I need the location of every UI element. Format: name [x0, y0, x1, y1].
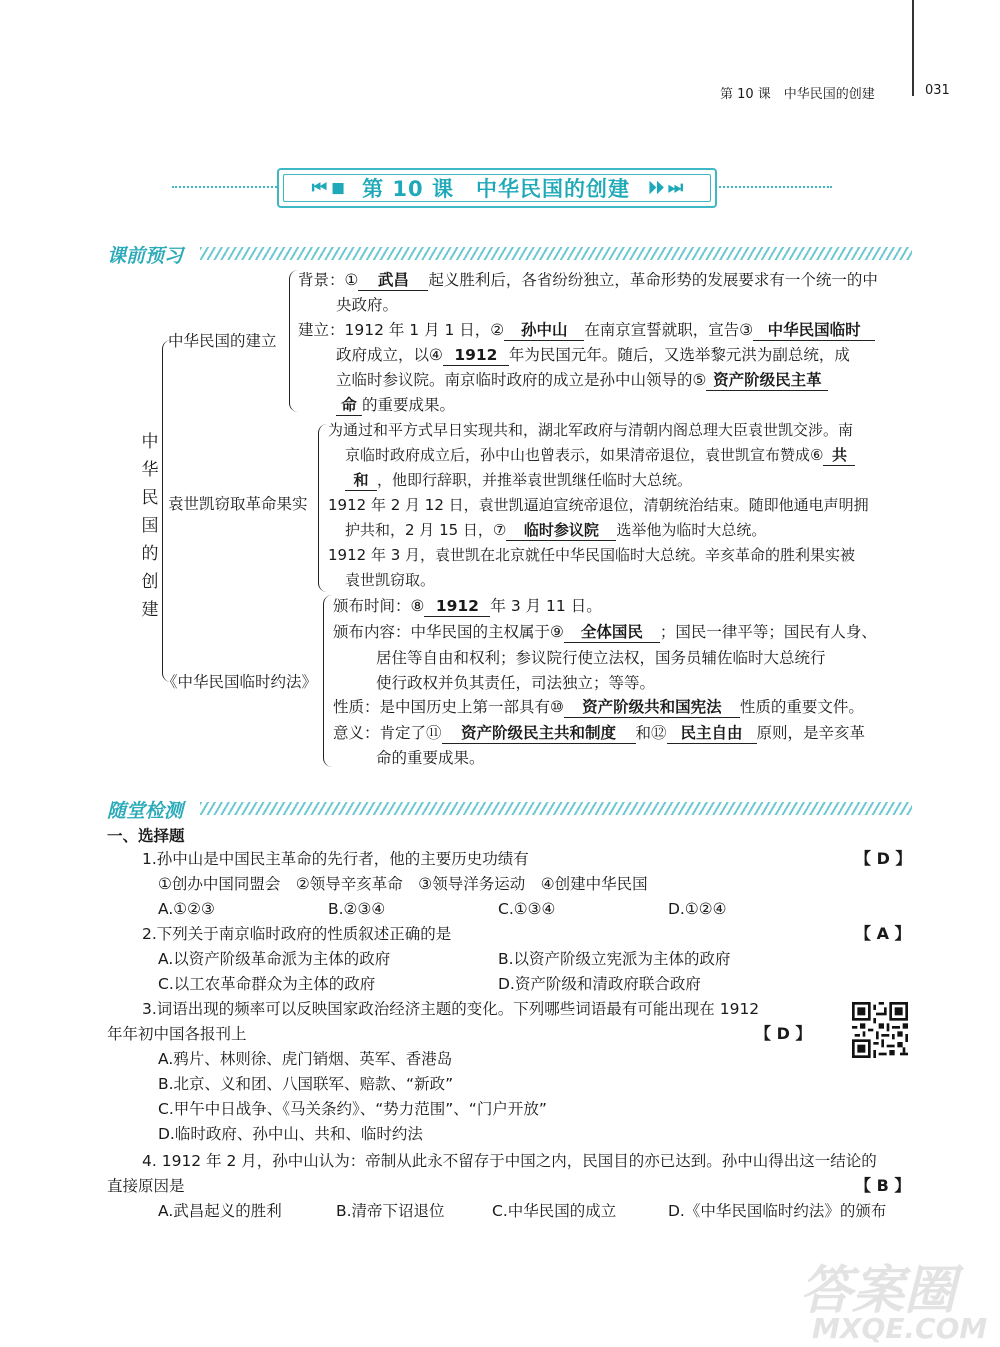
q2-option-c: C.以工农革命群众为主体的政府	[158, 975, 376, 993]
q4-stem: 4. 1912 年 2 月，孙中山认为：帝制从此永不留存于中国之内，民国目的亦已达到。孙中山得出这一结论的	[142, 1152, 877, 1170]
blank-9: 全体国民	[564, 622, 660, 643]
branch-label-2: 袁世凯窃取革命果实	[168, 495, 308, 513]
blank-10: 资产阶级共和国宪法	[564, 697, 740, 718]
preview-heading: 课前预习	[107, 245, 184, 267]
b3-line: 意义：肯定了⑪ 资产阶级民主共和制度 和⑫ 民主自由 原则，是辛亥革	[333, 724, 866, 742]
branch-label-3: 《中华民国临时约法》	[162, 673, 318, 691]
blank-7: 临时参议院	[506, 520, 616, 541]
preview-hatch	[200, 247, 912, 260]
b3-line: 颁布时间：⑧ 1912 年 3 月 11 日。	[333, 597, 602, 615]
q4-stem-cont: 直接原因是	[107, 1177, 185, 1195]
watermark-logo: 答案圈	[800, 1261, 957, 1321]
q1-option-d: D.①②④	[668, 900, 727, 918]
blank-3: 中华民国临时	[753, 320, 875, 341]
watermark-url: MXQE.COM	[812, 1312, 988, 1345]
q3-option-c: C.甲午中日战争、《马关条约》、“势力范围”、“门户开放”	[158, 1100, 547, 1118]
q4-answer: 【 B 】	[855, 1176, 911, 1195]
q2-answer: 【 A 】	[855, 924, 911, 943]
q3-stem-cont: 年年初中国各报刊上	[107, 1025, 247, 1043]
bracket-2	[318, 424, 327, 592]
q1-answer: 【 D 】	[855, 849, 912, 868]
q2-stem: 2.下列关于南京临时政府的性质叙述正确的是	[142, 925, 452, 943]
b2-line: 和 ，他即行辞职，并推举袁世凯继任临时大总统。	[345, 470, 692, 491]
q3-answer: 【 D 】	[755, 1024, 812, 1043]
blank-2: 孙中山	[504, 320, 584, 341]
blank-6: 共	[823, 445, 855, 466]
b3-line: 性质：是中国历史上第一部具有⑩ 资产阶级共和国宪法 性质的重要文件。	[333, 698, 864, 716]
blank-8: 1912	[424, 596, 490, 617]
blank-12: 民主自由	[667, 723, 757, 744]
qr-code-icon[interactable]	[852, 1002, 908, 1058]
q1-items: ①创办中国同盟会 ②领导辛亥革命 ③领导洋务运动 ④创建中华民国	[158, 875, 648, 893]
q4-option-c: C.中华民国的成立	[492, 1202, 617, 1220]
b3-line: 命的重要成果。	[376, 749, 485, 767]
q2-option-b: B.以资产阶级立宪派为主体的政府	[498, 950, 731, 968]
b2-line: 袁世凯窃取。	[345, 571, 436, 589]
q3-option-a: A.鸦片、林则徐、虎门销烟、英军、香港岛	[158, 1050, 453, 1068]
skip-forward-icon: ⏵⏵ ⏭	[647, 178, 683, 198]
quiz-heading: 随堂检测	[107, 800, 184, 822]
b1-line: 政府成立，以④ 1912 年为民国元年。随后，又选举黎元洪为副总统，成	[336, 346, 850, 364]
b2-line: 1912 年 3 月，袁世凯在北京就任中华民国临时大总统。辛亥革命的胜利果实被	[328, 546, 856, 564]
b1-line: 命 的重要成果。	[336, 395, 455, 416]
q1-stem: 1.孙中山是中国民主革命的先行者，他的主要历史功绩有	[142, 850, 529, 868]
b1-line: 背景：① 武昌 起义胜利后，各省纷纷独立，革命形势的发展要求有一个统一的中	[298, 271, 878, 289]
b1-line: 建立：1912 年 1 月 1 日，② 孙中山 在南京宣誓就职，宣告③ 中华民国临时	[298, 320, 875, 341]
b3-line: 颁布内容：中华民国的主权属于⑨ 全体国民 ；国民一律平等；国民有人身、	[333, 623, 877, 641]
b1-line: 央政府。	[336, 296, 399, 314]
root-topic: 中 华 民 国 的 创 建	[141, 432, 159, 620]
q2-option-d: D.资产阶级和清政府联合政府	[498, 975, 701, 993]
quiz-hatch	[200, 802, 912, 815]
page-number: 031	[925, 83, 950, 98]
b2-line: 1912 年 2 月 12 日，袁世凯逼迫宣统帝退位，清朝统治结束。随即他通电声明拥	[328, 496, 869, 514]
q3-stem: 3.词语出现的频率可以反映国家政治经济主题的变化。下列哪些词语最有可能出现在 1912	[142, 1000, 760, 1018]
q1-option-c: C.①③④	[498, 900, 556, 918]
section-title: 一、选择题	[107, 827, 185, 845]
q2-option-a: A.以资产阶级革命派为主体的政府	[158, 950, 391, 968]
q1-option-b: B.②③④	[328, 900, 386, 918]
blank-11: 资产阶级民主共和制度	[442, 723, 636, 744]
blank-1: 武昌	[358, 270, 428, 291]
b2-line: 为通过和平方式早日实现共和，湖北军政府与清朝内阁总理大臣袁世凯交涉。南	[328, 421, 854, 439]
b2-line: 京临时政府成立后，孙中山也曾表示，如果清帝退位，袁世凯宣布赞成⑥ 共	[345, 445, 855, 466]
branch-label-1: 中华民国的建立	[168, 332, 277, 350]
skip-back-icon: ⏮ ◼	[311, 178, 345, 198]
bracket-1	[289, 270, 298, 412]
blank-4: 1912	[443, 345, 509, 366]
bracket-3	[323, 595, 332, 767]
q4-option-d: D.《中华民国临时约法》的颁布	[668, 1202, 887, 1220]
b3-line: 居住等自由和权利；参议院行使立法权，国务员辅佐临时大总统行	[376, 649, 826, 667]
b2-line: 护共和，2 月 15 日，⑦ 临时参议院 选举他为临时大总统。	[345, 521, 767, 539]
lesson-title: 第 10 课 中华民国的创建	[362, 177, 630, 201]
q4-option-a: A.武昌起义的胜利	[158, 1202, 282, 1220]
q3-option-b: B.北京、义和团、八国联军、赔款、“新政”	[158, 1075, 454, 1093]
header-lesson: 第 10 课 中华民国的创建	[720, 87, 875, 102]
header-rule	[912, 0, 914, 96]
lesson-banner	[277, 168, 717, 208]
q4-option-b: B.清帝下诏退位	[336, 1202, 445, 1220]
q3-option-d: D.临时政府、孙中山、共和、临时约法	[158, 1125, 423, 1143]
b3-line: 使行政权并负其责任，司法独立；等等。	[376, 674, 656, 692]
q1-option-a: A.①②③	[158, 900, 215, 918]
b1-line: 立临时参议院。南京临时政府的成立是孙中山领导的⑤ 资产阶级民主革	[336, 370, 828, 391]
blank-5: 资产阶级民主革	[706, 370, 828, 391]
